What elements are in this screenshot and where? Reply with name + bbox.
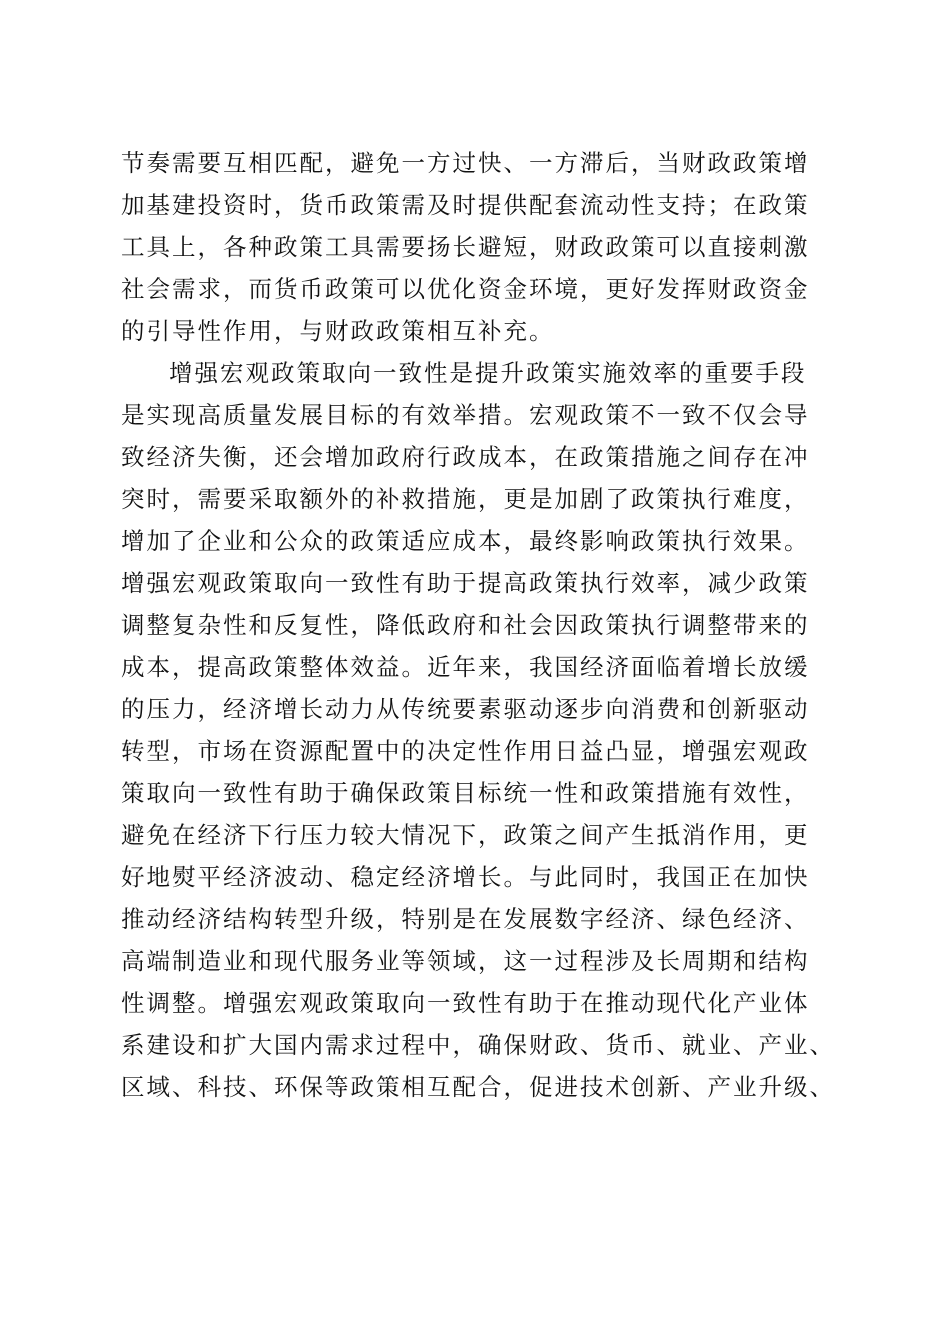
text-line: 推动经济结构转型升级，特别是在发展数字经济、绿色经济、 [121,905,810,933]
text-line: 工具上，各种政策工具需要扬长避短，财政政策可以直接刺激 [121,233,810,261]
text-line: 区域、科技、环保等政策相互配合，促进技术创新、产业升级、 [121,1073,835,1101]
text-line: 增强宏观政策取向一致性有助于提高政策执行效率，减少政策 [121,569,810,597]
text-line: 策取向一致性有助于确保政策目标统一性和政策措施有效性， [121,779,810,807]
document-body [121,142,841,1108]
text-line: 好地熨平经济波动、稳定经济增长。与此同时，我国正在加快 [121,863,810,891]
text-line: 的压力，经济增长动力从传统要素驱动逐步向消费和创新驱动 [121,695,810,723]
paragraph-2 [121,352,841,1108]
text-line: 是实现高质量发展目标的有效举措。宏观政策不一致不仅会导 [121,401,810,429]
text-line: 增强宏观政策取向一致性是提升政策实施效率的重要手段 [169,359,807,387]
text-line: 避免在经济下行压力较大情况下，政策之间产生抵消作用，更 [121,821,810,849]
text-line: 高端制造业和现代服务业等领域，这一过程涉及长周期和结构 [121,947,810,975]
text-line: 突时，需要采取额外的补救措施，更是加剧了政策执行难度， [121,485,810,513]
paragraph-1 [121,142,841,352]
text-line: 系建设和扩大国内需求过程中，确保财政、货币、就业、产业、 [121,1031,835,1059]
text-line: 节奏需要互相匹配，避免一方过快、一方滞后，当财政政策增 [121,149,810,177]
text-line: 调整复杂性和反复性，降低政府和社会因政策执行调整带来的 [121,611,810,639]
text-line: 社会需求，而货币政策可以优化资金环境，更好发挥财政资金 [121,275,810,303]
text-line: 加基建投资时，货币政策需及时提供配套流动性支持；在政策 [121,191,810,219]
text-line: 成本，提高政策整体效益。近年来，我国经济面临着增长放缓 [121,653,810,681]
text-line: 致经济失衡，还会增加政府行政成本，在政策措施之间存在冲 [121,443,810,471]
text-line: 增加了企业和公众的政策适应成本，最终影响政策执行效果。 [121,527,810,555]
text-line: 性调整。增强宏观政策取向一致性有助于在推动现代化产业体 [121,989,810,1017]
text-line: 转型，市场在资源配置中的决定性作用日益凸显，增强宏观政 [121,737,810,765]
text-line: 的引导性作用，与财政政策相互补充。 [121,317,555,345]
